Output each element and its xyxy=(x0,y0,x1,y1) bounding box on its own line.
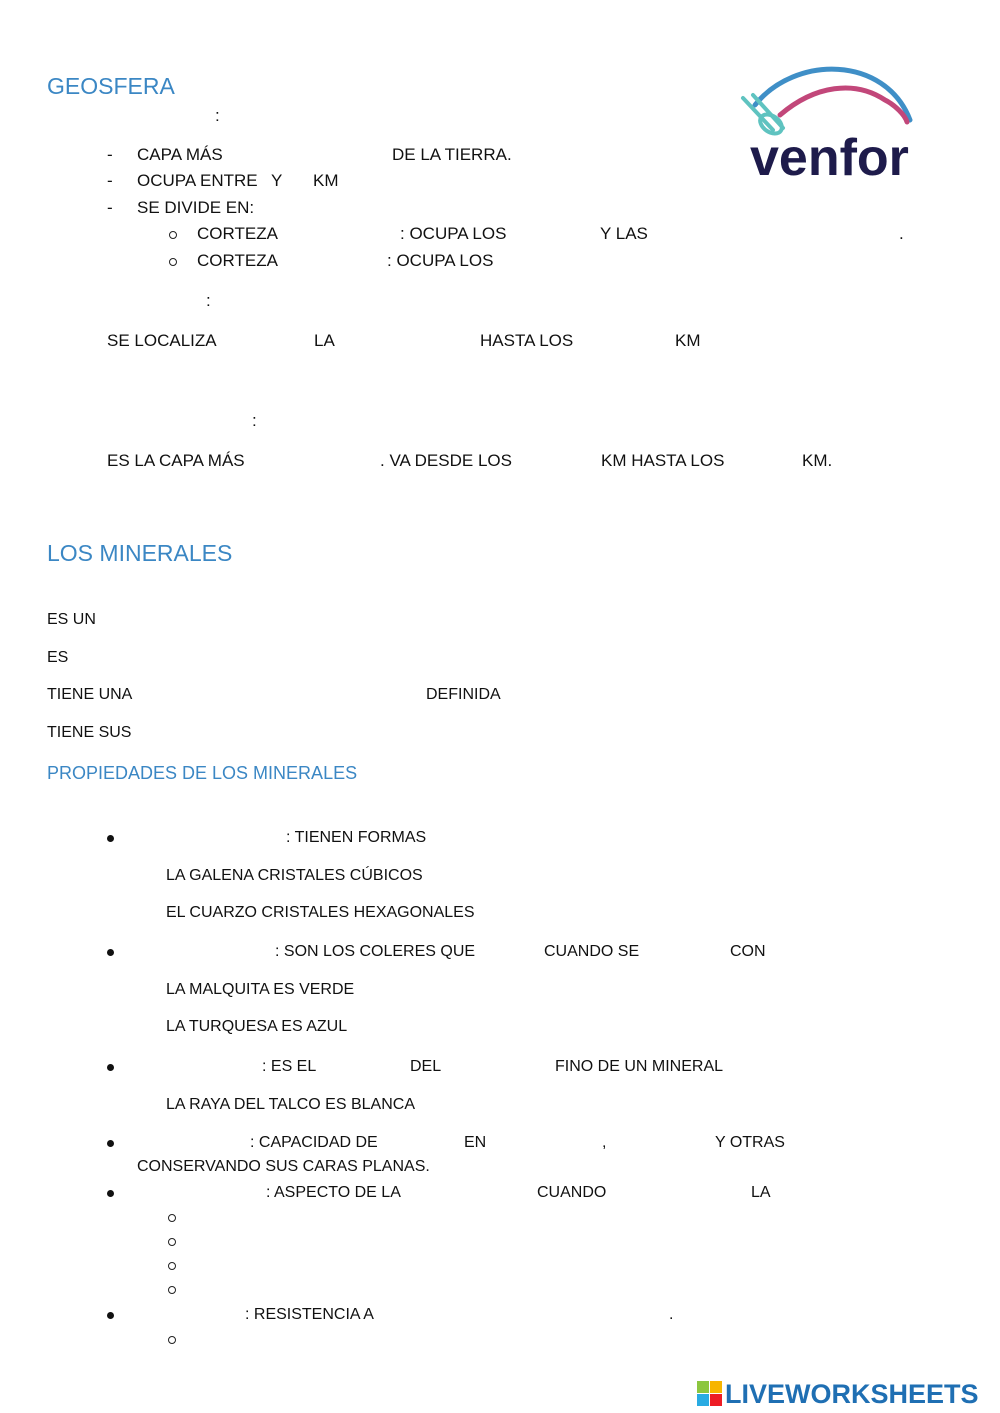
dash-marker: - xyxy=(107,198,113,217)
mineral-line: ES UN xyxy=(47,611,96,628)
prop-line: : SON LOS COLERES QUE xyxy=(275,943,476,960)
circle-bullet xyxy=(168,1286,176,1294)
bullet xyxy=(107,835,114,842)
prop-line: : ASPECTO DE LA xyxy=(266,1184,401,1201)
nucleo-line: KM HASTA LOS xyxy=(601,451,725,470)
dash-marker: - xyxy=(107,171,113,190)
manto-line: SE LOCALIZA xyxy=(107,331,217,350)
sub-item-cont: : OCUPA LOS xyxy=(400,224,507,243)
prop-line: Y OTRAS xyxy=(715,1134,785,1151)
prop-line: CUANDO xyxy=(537,1184,607,1201)
list-item: CAPA MÁS xyxy=(137,145,223,164)
list-item-cont: KM xyxy=(313,171,339,190)
logo-text: venfor xyxy=(750,129,909,187)
manto-line: LA xyxy=(314,331,335,350)
bullet xyxy=(107,1312,114,1319)
list-item: OCUPA ENTRE xyxy=(137,171,258,190)
manto-line: KM xyxy=(675,331,701,350)
prop-line: : TIENEN FORMAS xyxy=(286,829,427,846)
liveworksheets-text: LIVEWORKSHEETS xyxy=(725,1379,979,1409)
prop-line: : ES EL xyxy=(262,1058,317,1075)
bullet xyxy=(107,1064,114,1071)
sub-item-cont: . xyxy=(899,224,904,243)
sub-item-cont: : OCUPA LOS xyxy=(387,251,494,270)
sub-item-cont: Y LAS xyxy=(600,224,648,243)
prop-line: EN xyxy=(464,1134,487,1151)
circle-bullet xyxy=(168,1262,176,1270)
prop-line: , xyxy=(602,1134,607,1151)
prop-example: LA RAYA DEL TALCO ES BLANCA xyxy=(166,1096,415,1113)
colon-label: : xyxy=(206,291,211,310)
mineral-line: ES xyxy=(47,649,69,666)
prop-line: : RESISTENCIA A xyxy=(245,1306,374,1323)
list-item-cont: DE LA TIERRA. xyxy=(392,145,512,164)
nucleo-line: KM. xyxy=(802,451,833,470)
heading-geosfera: GEOSFERA xyxy=(47,73,175,99)
circle-bullet xyxy=(168,1336,176,1344)
prop-line: LA xyxy=(751,1184,771,1201)
liveworksheets-icon xyxy=(697,1381,723,1407)
prop-example: LA GALENA CRISTALES CÚBICOS xyxy=(166,867,423,884)
heading-minerales: LOS MINERALES xyxy=(47,540,233,566)
prop-example: LA TURQUESA ES AZUL xyxy=(166,1018,348,1035)
sub-item: CORTEZA xyxy=(197,251,278,270)
circle-bullet xyxy=(169,258,177,266)
prop-line: CUANDO SE xyxy=(544,943,640,960)
bullet xyxy=(107,949,114,956)
manto-line: HASTA LOS xyxy=(480,331,574,350)
colon-label: : xyxy=(215,106,220,125)
list-item: SE DIVIDE EN: xyxy=(137,198,255,217)
circle-bullet xyxy=(168,1238,176,1246)
colon-label: : xyxy=(252,411,257,430)
prop-line: . xyxy=(669,1306,674,1323)
circle-bullet xyxy=(168,1214,176,1222)
sub-item: CORTEZA xyxy=(197,224,278,243)
mineral-line: DEFINIDA xyxy=(426,686,501,703)
prop-example: LA MALQUITA ES VERDE xyxy=(166,981,355,998)
list-item-cont: Y xyxy=(271,171,283,190)
mineral-line: TIENE UNA xyxy=(47,686,133,703)
venfor-logo xyxy=(735,60,920,190)
dash-marker: - xyxy=(107,145,113,164)
circle-bullet xyxy=(169,231,177,239)
bullet xyxy=(107,1190,114,1197)
prop-line: CON xyxy=(730,943,766,960)
prop-line-cont: CONSERVANDO SUS CARAS PLANAS. xyxy=(137,1158,430,1175)
nucleo-line: . VA DESDE LOS xyxy=(380,451,512,470)
prop-line: DEL xyxy=(410,1058,442,1075)
mineral-line: TIENE SUS xyxy=(47,724,132,741)
prop-line: FINO DE UN MINERAL xyxy=(555,1058,724,1075)
liveworksheets-logo xyxy=(695,1378,995,1410)
prop-example: EL CUARZO CRISTALES HEXAGONALES xyxy=(166,904,475,921)
prop-line: : CAPACIDAD DE xyxy=(250,1134,378,1151)
heading-propiedades: PROPIEDADES DE LOS MINERALES xyxy=(47,763,358,783)
bullet xyxy=(107,1140,114,1147)
nucleo-line: ES LA CAPA MÁS xyxy=(107,451,245,470)
